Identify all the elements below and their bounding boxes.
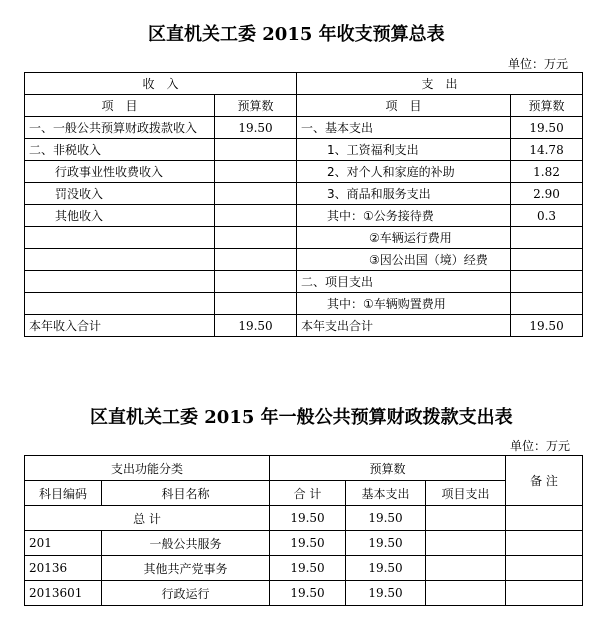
subject-name: 其他共产党事务	[102, 556, 270, 581]
income-item: 二、非税收入	[25, 139, 215, 161]
expense-value: 14.78	[511, 139, 583, 161]
table-row	[25, 531, 583, 556]
expense-item: 1、工资福利支出	[297, 139, 511, 161]
income-total-label: 本年收入合计	[25, 315, 215, 337]
income-value: 19.50	[215, 117, 297, 139]
subject-remark	[506, 581, 583, 606]
col-function-class: 支出功能分类	[25, 456, 270, 481]
expense-item: 3、商品和服务支出	[297, 183, 511, 205]
income-expense-table	[24, 72, 583, 337]
subject-total: 19.50	[270, 581, 346, 606]
income-value	[215, 161, 297, 183]
expense-total-value: 19.50	[511, 315, 583, 337]
expense-value	[511, 249, 583, 271]
subject-total: 19.50	[270, 531, 346, 556]
expense-item: 其中：①公务接待费	[297, 205, 511, 227]
col-income-budget: 预算数	[215, 95, 297, 117]
income-value	[215, 205, 297, 227]
grand-total-remark	[506, 506, 583, 531]
table-row	[25, 161, 583, 183]
col-code: 科目编码	[25, 481, 102, 506]
grand-total-basic: 19.50	[346, 506, 426, 531]
col-project: 项目支出	[426, 481, 506, 506]
subject-name: 行政运行	[102, 581, 270, 606]
table-row	[25, 205, 583, 227]
expense-value	[511, 227, 583, 249]
expense-item: ③因公出国（境）经费	[297, 249, 511, 271]
table-row	[25, 293, 583, 315]
subject-project	[426, 556, 506, 581]
income-item: 一、一般公共预算财政拨款收入	[25, 117, 215, 139]
expense-item: 二、项目支出	[297, 271, 511, 293]
subject-remark	[506, 531, 583, 556]
table-row	[25, 271, 583, 293]
subject-project	[426, 531, 506, 556]
expense-value: 19.50	[511, 117, 583, 139]
subject-remark	[506, 556, 583, 581]
income-item	[25, 271, 215, 293]
expense-value: 0.3	[511, 205, 583, 227]
income-item	[25, 249, 215, 271]
table-row	[25, 506, 583, 531]
table-row	[25, 581, 583, 606]
expense-value	[511, 293, 583, 315]
expense-value: 1.82	[511, 161, 583, 183]
expense-item: 其中：①车辆购置费用	[297, 293, 511, 315]
table-row	[25, 183, 583, 205]
expense-value	[511, 271, 583, 293]
subject-code: 2013601	[25, 581, 102, 606]
expense-item: 2、对个人和家庭的补助	[297, 161, 511, 183]
table-row	[25, 227, 583, 249]
income-value	[215, 183, 297, 205]
table-row	[25, 315, 583, 337]
col-name: 科目名称	[102, 481, 270, 506]
income-value	[215, 227, 297, 249]
income-value	[215, 271, 297, 293]
income-item	[25, 227, 215, 249]
table2-title: 区直机关工委 2015 年一般公共预算财政拨款支出表	[90, 407, 513, 428]
income-value	[215, 249, 297, 271]
income-value	[215, 293, 297, 315]
grand-total-sum: 19.50	[270, 506, 346, 531]
grand-total-label: 总 计	[25, 506, 270, 531]
subject-basic: 19.50	[346, 581, 426, 606]
table1-title: 区直机关工委 2015 年收支预算总表	[148, 24, 445, 45]
expense-item: 一、基本支出	[297, 117, 511, 139]
income-item	[25, 293, 215, 315]
income-value	[215, 139, 297, 161]
col-total: 合 计	[270, 481, 346, 506]
income-item: 罚没收入	[25, 183, 215, 205]
subject-code: 201	[25, 531, 102, 556]
subject-code: 20136	[25, 556, 102, 581]
income-total-value: 19.50	[215, 315, 297, 337]
expenditure-table	[24, 455, 583, 606]
col-expense-budget: 预算数	[511, 95, 583, 117]
subject-basic: 19.50	[346, 531, 426, 556]
subject-name: 一般公共服务	[102, 531, 270, 556]
subject-project	[426, 581, 506, 606]
income-header: 收 入	[25, 73, 297, 95]
col-remark: 备 注	[506, 456, 583, 506]
subject-basic: 19.50	[346, 556, 426, 581]
expense-value: 2.90	[511, 183, 583, 205]
income-item: 其他收入	[25, 205, 215, 227]
table-row	[25, 556, 583, 581]
expense-total-label: 本年支出合计	[297, 315, 511, 337]
grand-total-project	[426, 506, 506, 531]
income-item: 行政事业性收费收入	[25, 161, 215, 183]
table1-unit: 单位：万元	[508, 57, 569, 71]
table2-unit: 单位：万元	[510, 439, 571, 453]
expense-header: 支 出	[297, 73, 583, 95]
subject-total: 19.50	[270, 556, 346, 581]
col-expense-item: 项 目	[297, 95, 511, 117]
expense-item: ②车辆运行费用	[297, 227, 511, 249]
table-row	[25, 249, 583, 271]
table-row	[25, 117, 583, 139]
col-basic: 基本支出	[346, 481, 426, 506]
table-row	[25, 139, 583, 161]
col-budget: 预算数	[270, 456, 506, 481]
col-income-item: 项 目	[25, 95, 215, 117]
